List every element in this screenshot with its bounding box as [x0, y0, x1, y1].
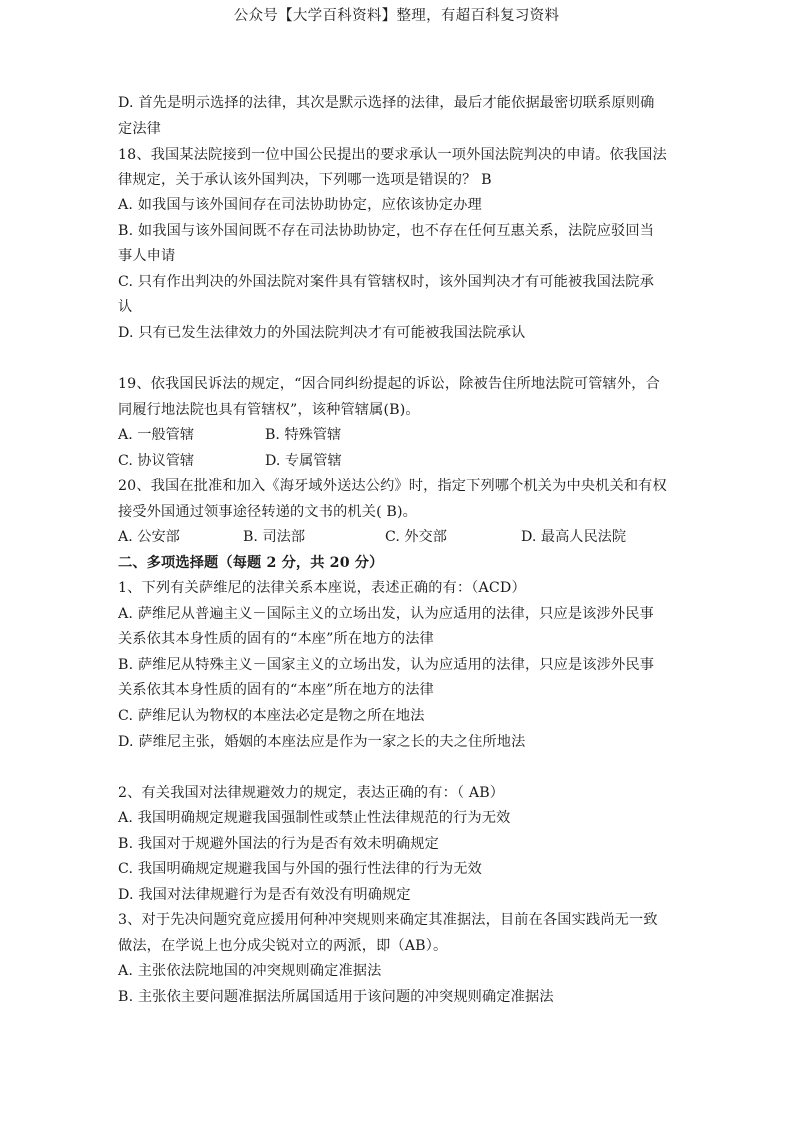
mq3-option-a: A. 主张依法院地国的冲突规则确定准据法	[118, 963, 382, 979]
q18-stem-line2: 律规定，关于承认该外国判决，下列哪一选项是错误的？ B	[118, 172, 492, 188]
q18-stem-line1: 18、我国某法院接到一位中国公民提出的要求承认一项外国法院判决的申请。依我国法	[118, 147, 667, 163]
mq2-stem: 2、有关我国对法律规避效力的规定，表达正确的有：（ AB）	[118, 785, 505, 801]
q18-option-c-line1: C. 只有作出判决的外国法院对案件具有管辖权时，该外国判决才有可能被我国法院承	[118, 274, 654, 290]
mq2-option-a: A. 我国明确规定规避我国强制性或禁止性法律规范的行为无效	[118, 810, 511, 826]
q19-stem-line2: 同履行地法院也具有管辖权”，该种管辖属(B)。	[118, 402, 420, 418]
q20-option-c: C. 外交部	[385, 529, 447, 545]
q20-stem-line1: 20、我国在批准和加入《海牙域外送达公约》时，指定下列哪个机关为中央机关和有权	[118, 478, 667, 494]
q19-option-d: D. 专属管辖	[265, 453, 342, 469]
mq1-option-b-line2: 关系依其本身性质的固有的“本座”所在地方的法律	[118, 682, 434, 698]
q18-option-c-line2: 认	[118, 299, 133, 315]
mq2-option-b: B. 我国对于规避外国法的行为是否有效未明确规定	[118, 836, 439, 852]
mq3-stem-line2: 做法，在学说上也分成尖锐对立的两派，即（AB）。	[118, 938, 448, 954]
q17-option-d-line2: 定法律	[118, 121, 162, 137]
mq1-option-b-line1: B. 萨维尼从特殊主义－国家主义的立场出发，认为应适用的法律，只应是该涉外民事	[118, 657, 655, 673]
mq1-option-d: D. 萨维尼主张，婚姻的本座法应是作为一家之长的夫之住所地法	[118, 734, 526, 750]
q20-option-a: A. 公安部	[118, 529, 180, 545]
q20-option-d: D. 最高人民法院	[521, 529, 627, 545]
mq1-stem: 1、下列有关萨维尼的法律关系本座说，表述正确的有：（ACD）	[118, 580, 526, 596]
q18-option-a: A. 如我国与该外国间存在司法协助协定，应依该协定办理	[118, 197, 482, 213]
mq2-option-d: D. 我国对法律规避行为是否有效没有明确规定	[118, 887, 411, 903]
q19-option-b: B. 特殊管辖	[265, 427, 342, 443]
mq3-option-b: B. 主张依主要问题准据法所属国适用于该问题的冲突规则确定准据法	[118, 989, 554, 1005]
mq3-stem-line1: 3、对于先决问题究竟应援用何种冲突规则来确定其准据法，目前在各国实践尚无一致	[118, 912, 658, 928]
mq1-option-a-line1: A. 萨维尼从普遍主义－国际主义的立场出发，认为应适用的法律，只应是该涉外民事	[118, 606, 654, 622]
mq1-option-a-line2: 关系依其本身性质的固有的“本座”所在地方的法律	[118, 631, 434, 647]
q19-stem-line1: 19、依我国民诉法的规定，“因合同纠纷提起的诉讼，除被告住所地法院可管辖外，合	[118, 376, 660, 392]
section-heading: 二、多项选择题（每题 2 分，共 20 分）	[118, 555, 384, 571]
q17-option-d-line1: D. 首先是明示选择的法律，其次是默示选择的法律，最后才能依据最密切联系原则确	[118, 95, 655, 111]
q19-option-c: C. 协议管辖	[118, 453, 195, 469]
page-header: 公众号【大学百科资料】整理，有超百科复习资料	[233, 8, 560, 24]
q19-option-a: A. 一般管辖	[118, 427, 195, 443]
q18-option-b-line1: B. 如我国与该外国间既不存在司法协助协定，也不存在任何互惠关系，法院应驳回当	[118, 223, 655, 239]
q18-option-d: D. 只有已发生法律效力的外国法院判决才有可能被我国法院承认	[118, 325, 526, 341]
q18-option-b-line2: 事人申请	[118, 248, 176, 264]
q20-stem-line2: 接受外国通过领事途径转递的文书的机关( B)。	[118, 504, 418, 520]
mq2-option-c: C. 我国明确规定规避我国与外国的强行性法律的行为无效	[118, 861, 482, 877]
q20-option-b: B. 司法部	[243, 529, 306, 545]
mq1-option-c: C. 萨维尼认为物权的本座法必定是物之所在地法	[118, 708, 425, 724]
